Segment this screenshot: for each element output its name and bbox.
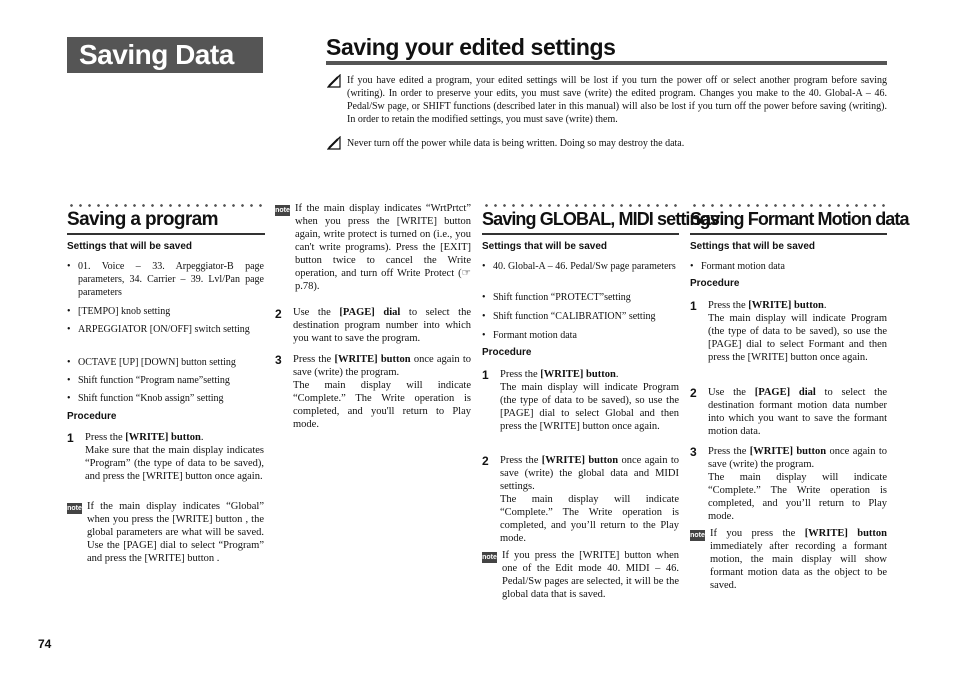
- list-item: • ARPEGGIATOR [ON/OFF] switch setting: [67, 324, 250, 335]
- note-text: If you press the [WRITE] button immediately after recording a formant motion, the main display will show formant motion data as the object to be saved.: [710, 528, 887, 591]
- step-text: Press the [WRITE] button once again to save (write) the program. The main display will indicate “Complete.” The Write operation is completed, and you’ll return to Play mode.: [708, 446, 887, 522]
- step-text: Press the [WRITE] button once again to save (write) the global data and MIDI settings. The main display will indicate “Complete.” The Write operation is completed, and you’ll return to the Play mode.: [500, 455, 679, 544]
- section-title-global: Saving GLOBAL, MIDI settings: [482, 209, 719, 229]
- list-item: • 01. Voice – 33. Arpeggiator-B page parameters, 34. Carrier – 39. Lvl/Pan page parameters: [67, 261, 264, 298]
- note-text: If the main display indicates “WrtPrtct” when you press the [WRITE] button again, write protect is turned on (i.e., you can't write programs). Press the [EXIT] button twice to cancel the Write operation, and turn off Write Protect (☞p.78).: [295, 203, 471, 292]
- section-dots: [482, 204, 679, 207]
- list-item: • [TEMPO] knob setting: [67, 306, 171, 317]
- list-item: • Formant motion data: [482, 330, 577, 341]
- step-text: Press the [WRITE] button. Make sure that the main display indicates “Program” (the type of data to be saved), and press the [WRITE] button once again.: [85, 432, 264, 482]
- note-text: If the main display indicates “Global” when you press the [WRITE] button , the global parameters are what will be saved. Use the [PAGE] dial to select “Program” and press the [WRITE] button .: [87, 501, 264, 564]
- procedure-heading: Procedure: [482, 347, 532, 358]
- note-icon: note: [67, 505, 82, 512]
- list-item: • 40. Global-A – 46. Pedal/Sw page parameters: [482, 261, 676, 272]
- step-number: 2: [690, 386, 697, 400]
- list-item: • Shift function “Knob assign” setting: [67, 393, 224, 404]
- list-item: • Shift function “Program name”setting: [67, 375, 230, 386]
- section-dots: [67, 204, 265, 207]
- step-number: 1: [67, 431, 74, 445]
- section-rule: [67, 233, 265, 235]
- procedure-heading: Procedure: [690, 278, 740, 289]
- settings-heading: Settings that will be saved: [482, 241, 608, 252]
- chapter-title: Saving Data: [67, 37, 263, 73]
- step-number: 2: [482, 454, 489, 468]
- title-rule: [326, 61, 887, 65]
- step-text: Press the [WRITE] button once again to save (write) the program. The main display will indicate “Complete.” The Write operation is completed, and you'll return to Play mode.: [293, 354, 471, 430]
- list-item: • OCTAVE [UP] [DOWN] button setting: [67, 357, 236, 368]
- step-text: Use the [PAGE] dial to select the destination program number into which you want to save the program.: [293, 307, 471, 344]
- step-text: Use the [PAGE] dial to select the destination formant motion data number into which you want to save the formant motion data.: [708, 387, 887, 437]
- caution-icon: [327, 136, 341, 150]
- warning-text-1: If you have edited a program, your edited settings will be lost if you turn the power off or select another program before saving (writing). In order to preserve your edits, you must save (write) the edited program. Changes you make to the 40. Global-A – 46. Pedal/Sw page, or SHIFT functions (described later in this manual) will also be lost if you turn off the power before saving (writing). In order to retain the modified settings, you must save (write) them.: [347, 75, 887, 125]
- step-number: 3: [275, 353, 282, 367]
- step-number: 2: [275, 307, 282, 321]
- section-title-formant: Saving Formant Motion data: [690, 209, 909, 229]
- section-title-program: Saving a program: [67, 209, 218, 230]
- step-number: 1: [482, 368, 489, 382]
- note-text: If you press the [WRITE] button when one of the Edit mode 40. MIDI – 46. Pedal/Sw pages are selected, it will be the global data that is saved.: [502, 550, 679, 600]
- section-rule: [690, 233, 887, 235]
- section-rule: [482, 233, 679, 235]
- note-icon: note: [275, 207, 290, 214]
- step-number: 1: [690, 299, 697, 313]
- settings-heading: Settings that will be saved: [67, 241, 193, 252]
- caution-icon: [327, 74, 341, 88]
- list-item: • Formant motion data: [690, 261, 785, 272]
- section-dots: [690, 204, 887, 207]
- list-item: • Shift function “PROTECT”setting: [482, 292, 631, 303]
- step-text: Press the [WRITE] button. The main display will indicate Program (the type of data to be saved), so use the [PAGE] dial to select Formant and then press the [WRITE] button once again.: [708, 300, 887, 363]
- list-item: • Shift function “CALIBRATION” setting: [482, 311, 656, 322]
- warning-text-2: Never turn off the power while data is being written. Doing so may destroy the data.: [347, 138, 685, 149]
- note-icon: note: [482, 554, 497, 561]
- procedure-heading: Procedure: [67, 411, 117, 422]
- note-icon: note: [690, 532, 705, 539]
- step-text: Press the [WRITE] button. The main display will indicate Program (the type of data to be saved), so use the [PAGE] dial to select Global and then press the [WRITE] button once again.: [500, 369, 679, 432]
- page-title: Saving your edited settings: [326, 34, 616, 60]
- settings-heading: Settings that will be saved: [690, 241, 816, 252]
- page-number: 74: [38, 637, 52, 651]
- step-number: 3: [690, 445, 697, 459]
